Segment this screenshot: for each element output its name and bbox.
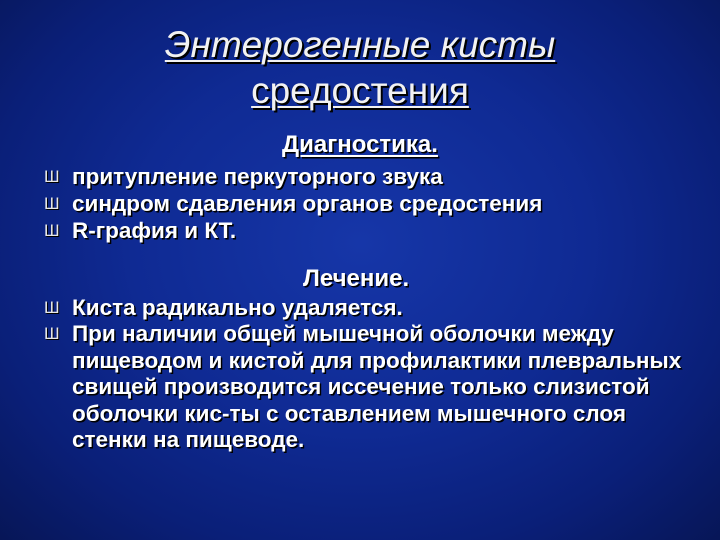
bullet-icon: Ш (44, 221, 60, 240)
title-line-1: Энтерогенные кисты (164, 24, 556, 65)
treatment-heading: Лечение. (303, 265, 410, 292)
list-item-text: R-графия и КТ. (72, 218, 237, 243)
bullet-icon: Ш (44, 298, 60, 317)
diagnostics-list (44, 163, 704, 244)
bullet-icon: Ш (44, 167, 60, 186)
list-item (44, 321, 704, 454)
slide-title (0, 22, 720, 114)
list-item-text: При наличии общей мышечной оболочки между пищеводом и кистой для профилактики плевральных свищей производится иссечение только слизистой оболочки кис-ты с оставлением мышечного слоя стенки на пищеводе. (72, 321, 682, 452)
treatment-heading-wrapper (85, 266, 720, 292)
list-item-text: синдром сдавления органов средостения (72, 191, 543, 216)
treatment-list (44, 294, 704, 454)
diagnostics-heading: Диагностика. (282, 131, 438, 158)
list-item (44, 163, 704, 190)
list-item-text: Киста радикально удаляется. (72, 295, 403, 320)
list-item (44, 190, 704, 217)
bullet-icon: Ш (44, 324, 60, 343)
list-item (44, 217, 704, 244)
title-line-2: средостения (251, 70, 469, 111)
list-item-text: притупление перкуторного звука (72, 164, 443, 189)
list-item (44, 294, 704, 321)
bullet-icon: Ш (44, 194, 60, 213)
